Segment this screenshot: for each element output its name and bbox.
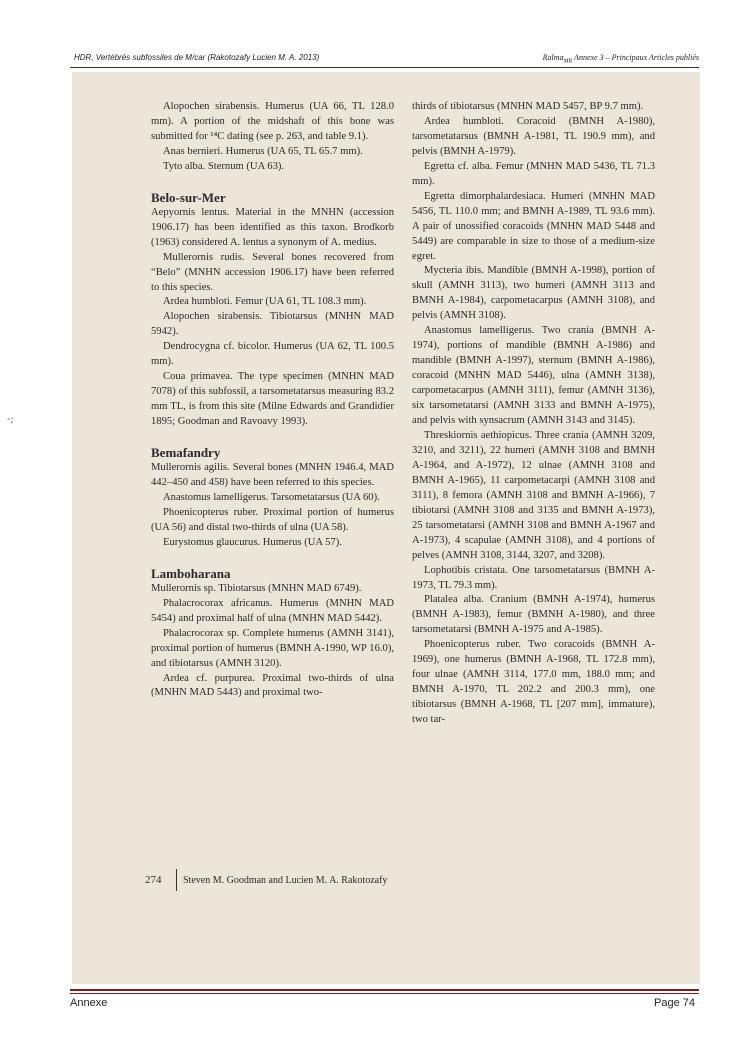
header-right-main: Ralma <box>542 53 564 62</box>
paragraph: Dendrocygna cf. bicolor. Humerus (UA 62, TL 100.5 mm). <box>151 341 394 368</box>
footer-rule-thick <box>70 989 699 991</box>
paragraph: Mycteria ibis. Mandible (BMNH A-1998), portion of skull (AMNH 3113), two humeri (AMNH 3113 and BMNH A-1984), carpometacarpus (AMNH 3108), and pelvis (AMNH 3108). <box>412 265 655 322</box>
paragraph: Aepyornis lentus. Material in the MNHN (accession 1906.17) has been identified as this taxon. Brodkorb (1963) considered A. lentus a synonym of A. medius. <box>151 206 394 248</box>
header-left-title: HDR, Vertébrés subfossiles de M/car (Rakotozafy Lucien M. A. 2013) <box>74 53 320 62</box>
header-right-subscript: MR <box>563 58 573 65</box>
paragraph: Mullerornis agilis. Several bones (MNHN 1946.4, MAD 442–450 and 458) have been referred to this species. <box>151 462 394 489</box>
paragraph: Lophotibis cristata. One tarsometatarsus (BMNH A-1973, TL 79.3 mm). <box>412 564 655 591</box>
section-heading: Bemafandry <box>151 445 221 461</box>
section-gap <box>151 175 394 189</box>
paragraph: Alopochen sirabensis. Humerus (UA 66, TL 128.0 mm). A portion of the midshaft of this bone was submitted for ¹⁴C dating (see p. 263, and table 9.1). <box>151 101 394 142</box>
footer-rule-thin <box>70 993 699 994</box>
header-right-rest: Annexe 3 – Principaux Articles publiés <box>572 53 699 62</box>
section-heading: Belo-sur-Mer <box>151 189 226 205</box>
paragraph: Phalacrocorax africanus. Humerus (MNHN MAD 5454) and proximal half of ulna (MNHN MAD 5442). <box>151 597 394 624</box>
section-gap <box>151 430 394 444</box>
footer-left-label: Annexe <box>70 997 108 1009</box>
right-column <box>412 100 655 728</box>
left-column <box>151 100 394 701</box>
paragraph: Phoenicopterus ruber. Two coracoids (BMNH A-1969), one humerus (BMNH A-1968, TL 172.8 mm), four ulnae (AMNH 3114, 177.0 mm, 188.0 mm; and BMNH A-1970, TL 202.2 and 200.3 mm), one tibiotarsus (BMNH A-1968, TL [207 mm], immature), two tar- <box>412 639 655 726</box>
paragraph: Egretta cf. alba. Femur (MNHN MAD 5436, TL 71.3 mm). <box>412 160 655 187</box>
footer-divider <box>176 869 177 891</box>
paragraph: Platalea alba. Cranium (BMNH A-1974), humerus (BMNH A-1983), femur (BMNH A-1980), and three tarsometatarsi (BMNH A-1975 and A-1985). <box>412 594 655 636</box>
scan-authors: Steven M. Goodman and Lucien M. A. Rakotozafy <box>183 875 388 886</box>
paragraph: Eurystomus glaucurus. Humerus (UA 57). <box>163 536 342 548</box>
scanned-page <box>72 72 700 984</box>
paragraph: Phoenicopterus ruber. Proximal portion of humerus (UA 56) and distal two-thirds of ulna (UA 58). <box>151 506 394 533</box>
paragraph: Phalacrocorax sp. Complete humerus (AMNH 3141), proximal portion of humerus (BMNH A-1990, WP 16.0), and tibiotarsus (AMNH 3120). <box>151 627 394 669</box>
paragraph: Ardea humbloti. Femur (UA 61, TL 108.3 mm). <box>163 296 367 308</box>
paragraph: Tyto alba. Sternum (UA 63). <box>163 160 285 172</box>
paragraph: Anastomus lamelligerus. Tarsometatarsus (UA 60). <box>163 491 380 503</box>
paragraph: Alopochen sirabensis. Tibiotarsus (MNHN MAD 5942). <box>151 311 394 338</box>
paragraph: Threskiornis aethiopicus. Three crania (AMNH 3209, 3210, and 3211), 22 humeri (AMNH 3108 and BMNH A-1964, and A-1972), 12 ulnae (AMNH 3108 and BMNH A-1965), 11 carpometacarpi (AMNH 3108 and 3111), 8 femora (AMNH 3108 and BMNH A-1966), 7 tibiotarsi (AMNH 3108 and 3135 and BMNH A-1973), 25 tarsometatarsi (AMNH 3108 and BMNH A-1967 and A-1973), 4 scapulae (AMNH 3108), and 4 portions of pelves (AMNH 3108, 3144, 3207, and 3208). <box>412 429 655 561</box>
paragraph: thirds of tibiotarsus (MNHN MAD 5457, BP 9.7 mm). <box>412 101 644 112</box>
scan-page-number: 274 <box>145 874 162 886</box>
paragraph: Anastomus lamelligerus. Two crania (BMNH A-1974), portions of mandible (BMNH A-1986) and mandible (BMNH A-1997), sternum (BMNH A-1986), coracoid (MNHN MAD 5446), ulna (AMNH 3138), carpometacarpus (AMNH 3111), femur (AMNH 3136), six tarsometatarsi (AMNH 3133 and BMNH A-1975), and pelvis with synsacrum (AMNH 3143 and 3145). <box>412 325 655 427</box>
paragraph: Ardea humbloti. Coracoid (BMNH A-1980), tarsometatarsus (BMNH A-1981, TL 190.9 mm), and pelvis (BMNH A-1979). <box>412 115 655 157</box>
section-heading: Lamboharana <box>151 565 231 581</box>
paragraph: Ardea cf. purpurea. Proximal two-thirds of ulna (MNHN MAD 5443) and proximal two- <box>151 672 394 699</box>
paragraph: Egretta dimorphalardesiaca. Humeri (MNHN MAD 5456, TL 110.0 mm; and BMNH A-1989, TL 93.6 mm). A pair of unossified coracoids (MNHN MAD 5448 and 5449) are comparable in size to those of a medium-size egret. <box>412 190 655 262</box>
paragraph: Mullerornis rudis. Several bones recovered from “Belo” (MNHN accession 1906.17) have been referred to this species. <box>151 251 394 293</box>
section-gap <box>151 551 394 565</box>
header-right-title <box>543 53 699 65</box>
paragraph: Coua primavea. The type specimen (MNHN MAD 7078) of this subfossil, a tarsometatarsus measuring 83.2 mm TL, is from this site (Milne Edwards and Grandidier 1895; Goodman and Ravoavy 1993). <box>151 371 394 428</box>
paragraph: Mullerornis sp. Tibiotarsus (MNHN MAD 6749). <box>151 582 362 594</box>
paragraph: Anas bernieri. Humerus (UA 65, TL 65.7 mm). <box>163 145 363 157</box>
footer-page-number: Page 74 <box>654 997 695 1009</box>
margin-mark: -; <box>7 414 14 425</box>
header-rule <box>70 67 699 68</box>
